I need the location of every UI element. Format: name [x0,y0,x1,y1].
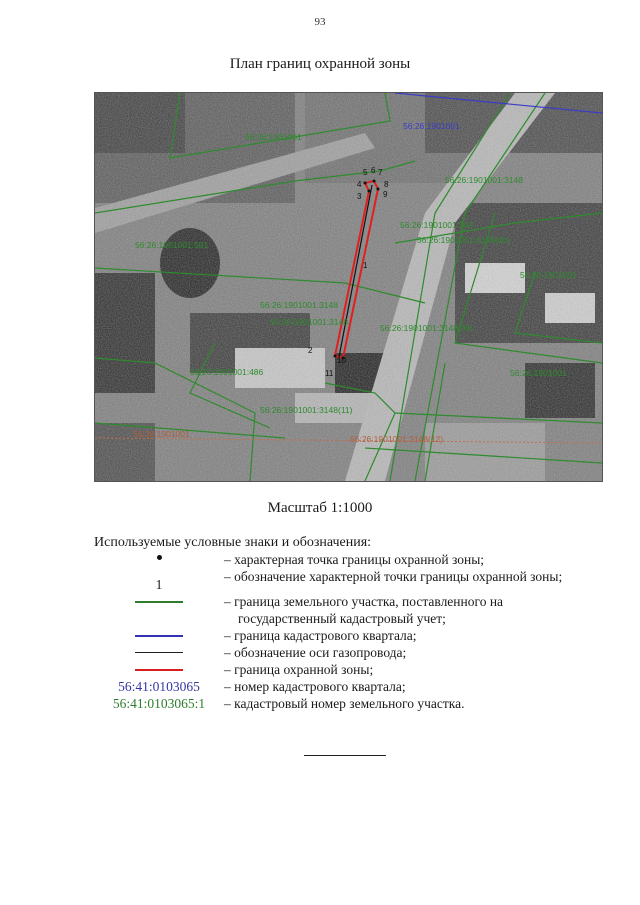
axis-line-icon [135,652,183,653]
satellite-map [94,92,603,482]
parcel-label: 56:26:1901001:3148(12) [350,434,444,444]
legend-desc: – характерная точка границы охранной зоны; [224,552,485,567]
point-number-sample: 1 [155,577,163,592]
parcel-label: 56:26:1901001:486 [190,367,264,377]
end-rule [304,755,386,756]
point-number: 5 [363,168,368,177]
plan-title: План границ охранной зоны [229,56,411,72]
point-number: 6 [371,166,376,175]
legend-desc: – кадастровый номер земельного участка. [224,696,465,711]
parcel-label: 56:26:1901001:3148 [260,300,338,310]
legend-desc: – граница земельного участка, поставленного на государственный кадастровый учет; [224,594,504,626]
point-number: 11 [325,369,334,378]
point-dot-icon [157,555,162,560]
quarter-label: 56:26:1901001 [403,121,460,131]
parcel-number-sample: 56:41:0103065:1 [112,696,206,711]
legend [94,551,594,712]
parcel-label: 56:26:1901001:3148(39) [380,323,474,333]
parcel-label: 56:26:1901001:501 [135,240,209,250]
point-number: 7 [378,168,383,177]
legend-desc: – номер кадастрового квартала; [224,679,406,694]
point-number: 1 [363,261,368,270]
parcel-label: 56:26:1901001 [133,429,190,439]
legend-item [94,695,594,712]
quarter-number-sample: 56:41:0103065 [118,679,200,694]
zone-line-icon [135,669,183,671]
parcel-label: 56:26:1901001 [520,270,577,280]
parcel-label: 56:26:1901001:349 [400,220,474,230]
legend-heading: Используемые условные знаки и обозначения: [94,535,372,550]
point-number: 8 [384,180,389,189]
point-number: 9 [383,190,388,199]
parcel-line-icon [135,601,183,603]
parcel-label: 56:26:1901001:3148(40) [417,235,511,245]
page-number: 93 [314,16,326,28]
parcel-label: 56:26:1901001 [245,132,302,142]
parcel-label: 56:26:1901001:3148 [270,317,348,327]
parcel-label: 56:26:1901001:3148(11) [260,405,353,415]
point-number: 4 [357,180,362,189]
legend-desc: – граница охранной зоны; [224,662,374,677]
legend-item [94,593,594,627]
legend-item [94,627,594,644]
legend-item [94,551,594,568]
point-number: 3 [357,192,362,201]
point-number: 10 [337,356,346,365]
legend-desc: – обозначение оси газопровода; [224,645,407,660]
point-number: 2 [308,346,313,355]
quarter-line-icon [135,635,183,637]
legend-item [94,661,594,678]
legend-item [94,644,594,661]
parcel-label: 56:26:1901001:3148 [445,175,523,185]
legend-desc: – граница кадастрового квартала; [224,628,417,643]
legend-item [94,568,594,593]
map-scale: Масштаб 1:1000 [267,500,373,516]
legend-desc: – обозначение характерной точки границы охранной зоны; [224,569,563,584]
legend-item [94,678,594,695]
parcel-label: 56:26:1901001 [510,368,567,378]
